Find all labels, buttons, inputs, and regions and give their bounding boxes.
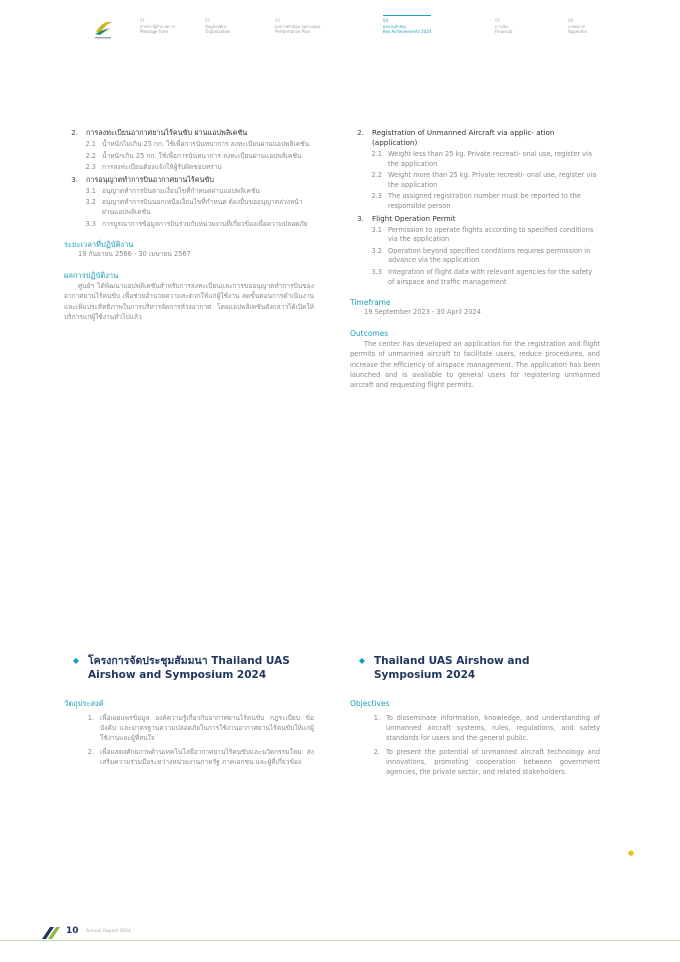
left-column-top: [64, 128, 314, 322]
diamond-bullet-icon: ◆: [358, 656, 366, 665]
left-sub-3-2: [64, 198, 314, 217]
footer-divider: [0, 940, 680, 941]
nav-number: 03: [275, 18, 281, 23]
left-objective-title: วัตถุประสงค์: [64, 699, 104, 708]
sub-number: 2.1: [85, 140, 96, 148]
item-title: Flight Operation Permit: [372, 213, 456, 223]
sub-number: 3.3: [85, 219, 96, 228]
right-timeframe-title: Timeframe: [350, 298, 391, 308]
item-number: 2.: [357, 128, 364, 137]
right-sub-3-3: [350, 268, 600, 287]
left-item-3: [64, 175, 314, 185]
sub-number: 3.3: [371, 267, 382, 276]
diamond-bullet-icon: ◆: [72, 656, 80, 665]
nav-label: การเงิน: [495, 23, 508, 29]
page-header: [0, 0, 680, 60]
left-objective-2: [64, 747, 314, 767]
sub-text: Permission to operate flights according to specified conditions via the application: [388, 225, 594, 244]
organization-logo-icon: [92, 16, 114, 42]
left-sub-2-2: [64, 152, 314, 162]
objective-text: เพื่อแสดงศักยภาพด้านเทคโนโลยีอากาศยานไร้คนขับและนวัตกรรมใหม่ ส่งเสริมความร่วมมือระหว่างหน่วยงานภาครัฐ ภาคเอกชน และผู้ที่เกี่ยวข้อง: [100, 747, 314, 766]
sub-text: การลงทะเบียนต้องแจ้งให้ผู้รับผิดชอบทราบ: [102, 163, 222, 172]
nav-sublabel: Message from: [140, 29, 169, 34]
sub-text: The assigned registration number must be reported to the responsible person: [388, 192, 581, 210]
footer-accent-icon: [40, 925, 64, 941]
right-sub-2-2: [350, 171, 600, 190]
sub-text: อนุญาตทำการบินนอกเหนือเงื่อนไขที่กำหนด ต้องยื่นขออนุญาตล่วงหน้าผ่านแอปพลิเคชัน: [102, 198, 303, 216]
nav-label: สารจากผู้อำนวยการ: [140, 23, 175, 29]
right-item-2: [350, 128, 600, 148]
objective-text: To present the potential of unmanned aircraft technology and innovations, promoting cooperation between government agencies, the private sector, and related stakeholders.: [386, 747, 600, 777]
left-timeframe-title: ระยะเวลาที่ปฏิบัติงาน: [64, 240, 134, 250]
footer-text: Annual Report 2024: [86, 929, 131, 934]
nav-item-appendix[interactable]: [568, 18, 587, 35]
right-sub-3-2: [350, 247, 600, 266]
objective-number: 1.: [373, 714, 380, 722]
item-number: 3.: [71, 174, 78, 184]
page-number: 10: [66, 926, 79, 936]
nav-label: ผลงานสำคัญ: [383, 23, 406, 29]
nav-number: 06: [568, 18, 574, 23]
sub-number: 3.2: [85, 198, 96, 207]
nav-number: 04: [383, 18, 389, 23]
left-sub-3-1: [64, 187, 314, 197]
nav-label: ข้อมูลองค์กร: [205, 23, 227, 29]
sub-text: การบูรณาการข้อมูลการบินร่วมกับหน่วยงานที่เกี่ยวข้องเพื่อความปลอดภัย: [102, 219, 308, 228]
left-event-heading: [64, 654, 314, 682]
sub-text: Integration of flight data with relevant agencies for the safety of airspace and traffic management: [388, 267, 593, 286]
nav-label: ผลการดำเนินงานตามแผน: [275, 23, 321, 29]
right-timeframe-text: 19 September 2023 - 30 April 2024: [364, 308, 481, 317]
nav-sublabel: Appendix: [568, 29, 587, 34]
item-number: 3.: [357, 213, 364, 223]
nav-sublabel: Organization: [205, 29, 231, 34]
right-objective-2: [350, 747, 600, 778]
right-outcome-text: The center has developed an application for the registration and flight permits of unmanned aircraft to facilitate users, reduce procedures, and increase the efficiency of airspace management. The application has been launched and is available to general users for registering unmanned aircraft and requesting flight permits.: [350, 339, 600, 390]
left-outcome-title: ผลการปฏิบัติงาน: [64, 270, 119, 280]
sub-text: อนุญาตทำการบินตามเงื่อนไขที่กำหนดผ่านแอปพลิเคชัน: [102, 186, 260, 195]
sub-number: 2.2: [85, 151, 96, 160]
objective-number: 2.: [87, 747, 94, 756]
event-title: โครงการจัดประชุมสัมมนา Thailand UAS Airshow and Symposium 2024: [88, 655, 290, 681]
nav-number: 01: [140, 18, 146, 23]
nav-sublabel: Key Achievements 2024: [383, 29, 432, 34]
right-column-bottom: [350, 654, 600, 780]
right-objectives-list: [350, 713, 600, 777]
sub-number: 3.1: [371, 225, 382, 234]
sub-number: 2.3: [371, 192, 382, 201]
right-objective-1: [350, 713, 600, 744]
sub-number: 2.3: [85, 163, 96, 172]
nav-item-organization[interactable]: [205, 18, 231, 35]
item-title: การลงทะเบียนอากาศยานไร้คนขับ ผ่านแอปพลิเคชัน: [86, 128, 248, 137]
objective-text: เพื่อเผยแพร่ข้อมูล องค์ความรู้เกี่ยวกับอากาศยานไร้คนขับ กฎระเบียบ ข้อบังคับ และมาตรฐานความปลอดภัยในการใช้งานอากาศยานไร้คนขับให้แก่ผู้ใช้งานและผู้ที่สนใจ: [100, 714, 314, 743]
nav-number: 02: [205, 18, 211, 23]
objective-number: 2.: [373, 747, 380, 756]
left-sub-3-3: [64, 220, 314, 230]
nav-sublabel: Financial: [495, 29, 513, 34]
nav-number: 05: [495, 18, 501, 23]
right-sub-2-1: [350, 150, 600, 169]
nav-item-message[interactable]: [140, 18, 175, 35]
sub-text: Weight more than 25 kg. Private recreati- onal use, register via the application: [388, 171, 597, 189]
objective-text: To disseminate information, knowledge, and understanding of unmanned aircraft systems, rules, regulations, and safety standards for users and the general public.: [386, 714, 600, 743]
right-sub-2-3: [350, 192, 600, 211]
nav-item-performance[interactable]: [275, 18, 320, 35]
item-title: Registration of Unmanned Aircraft via applic- ation (application): [372, 128, 555, 147]
right-sub-3-1: [350, 226, 600, 245]
right-outcome-title: Outcomes: [350, 328, 389, 338]
nav-label: ภาคผนวก: [568, 23, 586, 29]
right-event-heading: [350, 654, 600, 682]
sub-text: Operation beyond specified conditions requires permission in advance via the application: [388, 246, 591, 265]
right-item-3: [350, 214, 600, 224]
sub-number: 3.2: [371, 246, 382, 255]
sub-text: Weight less than 25 kg. Private recreati- onal use, register via the application: [388, 150, 592, 168]
left-timeframe-text: 19 กันยายน 2566 - 30 เมษายน 2567: [78, 250, 191, 259]
objective-number: 1.: [87, 714, 94, 722]
item-number: 2.: [71, 128, 78, 137]
left-column-bottom: [64, 654, 314, 770]
item-title: การอนุญาตทำการบินอากาศยานไร้คนขับ: [86, 174, 214, 184]
left-sub-2-1: [64, 140, 314, 150]
left-objective-1: [64, 713, 314, 744]
sub-text: น้ำหนักเกิน 25 กก. ใช้เพื่อการนันทนาการ ลงทะเบียนผ่านแอปพลิเคชัน: [102, 151, 302, 160]
sub-text: น้ำหนักไม่เกิน 25 กก. ใช้เพื่อการนันทนาการ ลงทะเบียนผ่านแอปพลิเคชัน: [102, 140, 310, 148]
decorative-dot-icon: ●: [628, 849, 635, 857]
right-column-top: [350, 128, 600, 391]
left-sub-2-3: [64, 163, 314, 173]
nav-item-achievements[interactable]: [383, 18, 431, 35]
left-outcome-text: ศูนย์ฯ ได้พัฒนาแอปพลิเคชันสำหรับการลงทะเบียนและการขออนุญาตทำการบินของอากาศยานไร้คนขับ เพื่อช่วยอำนวยความสะดวกให้แก่ผู้ใช้งาน ลดขั้นตอนการดำเนินงาน และเพิ่มประสิทธิภาพในการบริหารจัดการห้วงอากาศ โดยแอปพลิเคชันดังกล่าวได้เปิดให้บริการแก่ผู้ใช้งานทั่วไปแล้ว: [64, 281, 314, 321]
nav-sublabel: Performance Plan: [275, 29, 311, 34]
left-objectives-list: [64, 713, 314, 767]
sub-number: 2.2: [371, 171, 382, 180]
left-item-2: [64, 128, 314, 138]
sub-number: 3.1: [85, 186, 96, 195]
nav-item-financial[interactable]: [495, 18, 513, 35]
event-title: Thailand UAS Airshow and Symposium 2024: [374, 655, 530, 681]
right-objective-title: Objectives: [350, 699, 390, 708]
sub-number: 2.1: [371, 150, 382, 158]
